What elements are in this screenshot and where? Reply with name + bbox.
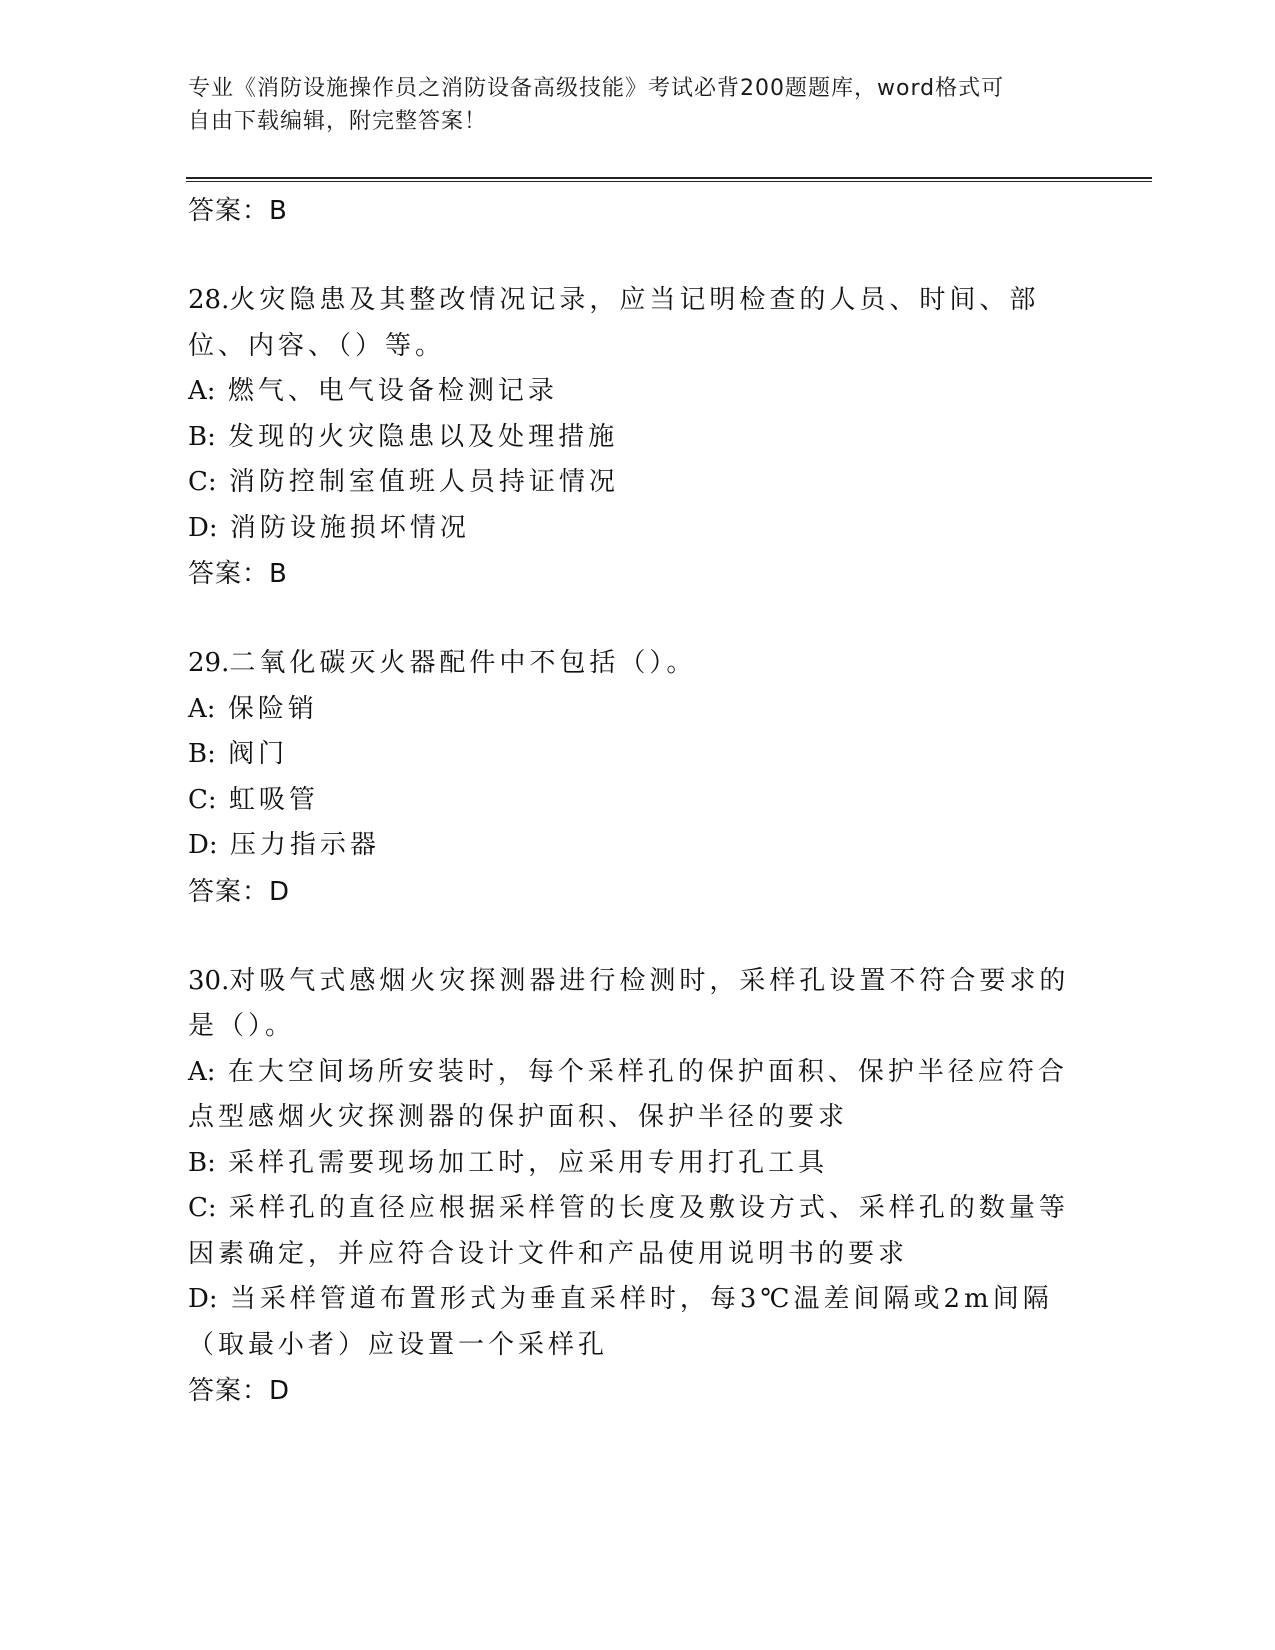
header-line-1: 专业《消防设施操作员之消防设备高级技能》考试必背200题题库，word格式可 bbox=[188, 76, 1005, 101]
header-line-2: 自由下载编辑，附完整答案！ bbox=[188, 109, 488, 134]
option-label: A: bbox=[188, 693, 216, 724]
option-label: B: bbox=[188, 421, 216, 452]
question-number: 30. bbox=[188, 965, 230, 996]
header-divider bbox=[186, 177, 1152, 182]
option-text: 在大空间场所安装时，每个采样孔的保护面积、保护半径应符合点型感烟火灾探测器的保护面积、保护半径的要求 bbox=[188, 1056, 1068, 1132]
option-d bbox=[188, 823, 1088, 869]
option-a bbox=[188, 687, 1088, 733]
option-a bbox=[188, 1050, 1088, 1141]
option-text: 虹吸管 bbox=[228, 784, 319, 815]
question-30 bbox=[188, 959, 1088, 1415]
option-c bbox=[188, 778, 1088, 824]
question-28 bbox=[188, 278, 1088, 597]
option-d bbox=[188, 1277, 1088, 1368]
question-text: 二氧化碳灭火器配件中不包括（）。 bbox=[229, 648, 697, 678]
question-29 bbox=[188, 641, 1088, 915]
answer-line-27: 答案：B bbox=[188, 196, 288, 226]
question-stem bbox=[188, 959, 1088, 1050]
option-label: C: bbox=[188, 784, 217, 815]
question-text: 对吸气式感烟火灾探测器进行检测时，采样孔设置不符合要求的是（）。 bbox=[188, 965, 1070, 1041]
option-text: 阀门 bbox=[228, 739, 289, 769]
answer-line: 答案：D bbox=[188, 1376, 291, 1406]
option-b bbox=[188, 1141, 1088, 1187]
option-label: A: bbox=[188, 1056, 216, 1087]
option-c bbox=[188, 1186, 1088, 1277]
question-number: 28. bbox=[188, 285, 230, 315]
option-text: 消防控制室值班人员持证情况 bbox=[228, 467, 619, 497]
option-label: D: bbox=[188, 1284, 218, 1314]
option-text: 保险销 bbox=[227, 693, 318, 724]
question-text: 火灾隐患及其整改情况记录，应当记明检查的人员、时间、部位、内容、（）等。 bbox=[188, 285, 1040, 361]
option-label: D: bbox=[188, 830, 218, 860]
option-label: A: bbox=[188, 376, 216, 406]
document-body bbox=[188, 188, 1088, 1414]
option-text: 当采样管道布置形式为垂直采样时，每3℃温差间隔或2m间隔（取最小者）应设置一个采样孔 bbox=[188, 1284, 1053, 1360]
option-label: B: bbox=[188, 1147, 216, 1178]
option-text: 采样孔的直径应根据采样管的长度及敷设方式、采样孔的数量等因素确定，并应符合设计文件和产品使用说明书的要求 bbox=[188, 1193, 1069, 1269]
option-text: 燃气、电气设备检测记录 bbox=[227, 376, 558, 406]
option-text: 发现的火灾隐患以及处理措施 bbox=[228, 421, 619, 452]
document-header bbox=[188, 72, 1068, 138]
answer-line: 答案：B bbox=[188, 559, 288, 589]
option-text: 采样孔需要现场加工时，应采用专用打孔工具 bbox=[228, 1147, 829, 1178]
answer-line: 答案：D bbox=[188, 876, 291, 907]
option-text: 消防设施损坏情况 bbox=[229, 512, 470, 543]
option-b bbox=[188, 415, 1088, 461]
option-label: C: bbox=[188, 1193, 217, 1223]
option-label: B: bbox=[188, 739, 216, 769]
question-stem bbox=[188, 278, 1088, 369]
question-stem bbox=[188, 641, 1088, 687]
option-c bbox=[188, 460, 1088, 506]
option-b bbox=[188, 732, 1088, 778]
option-d bbox=[188, 506, 1088, 552]
option-a bbox=[188, 369, 1088, 415]
option-text: 压力指示器 bbox=[229, 830, 380, 860]
question-number: 29. bbox=[188, 648, 230, 678]
option-label: C: bbox=[188, 467, 217, 497]
option-label: D: bbox=[188, 512, 218, 543]
